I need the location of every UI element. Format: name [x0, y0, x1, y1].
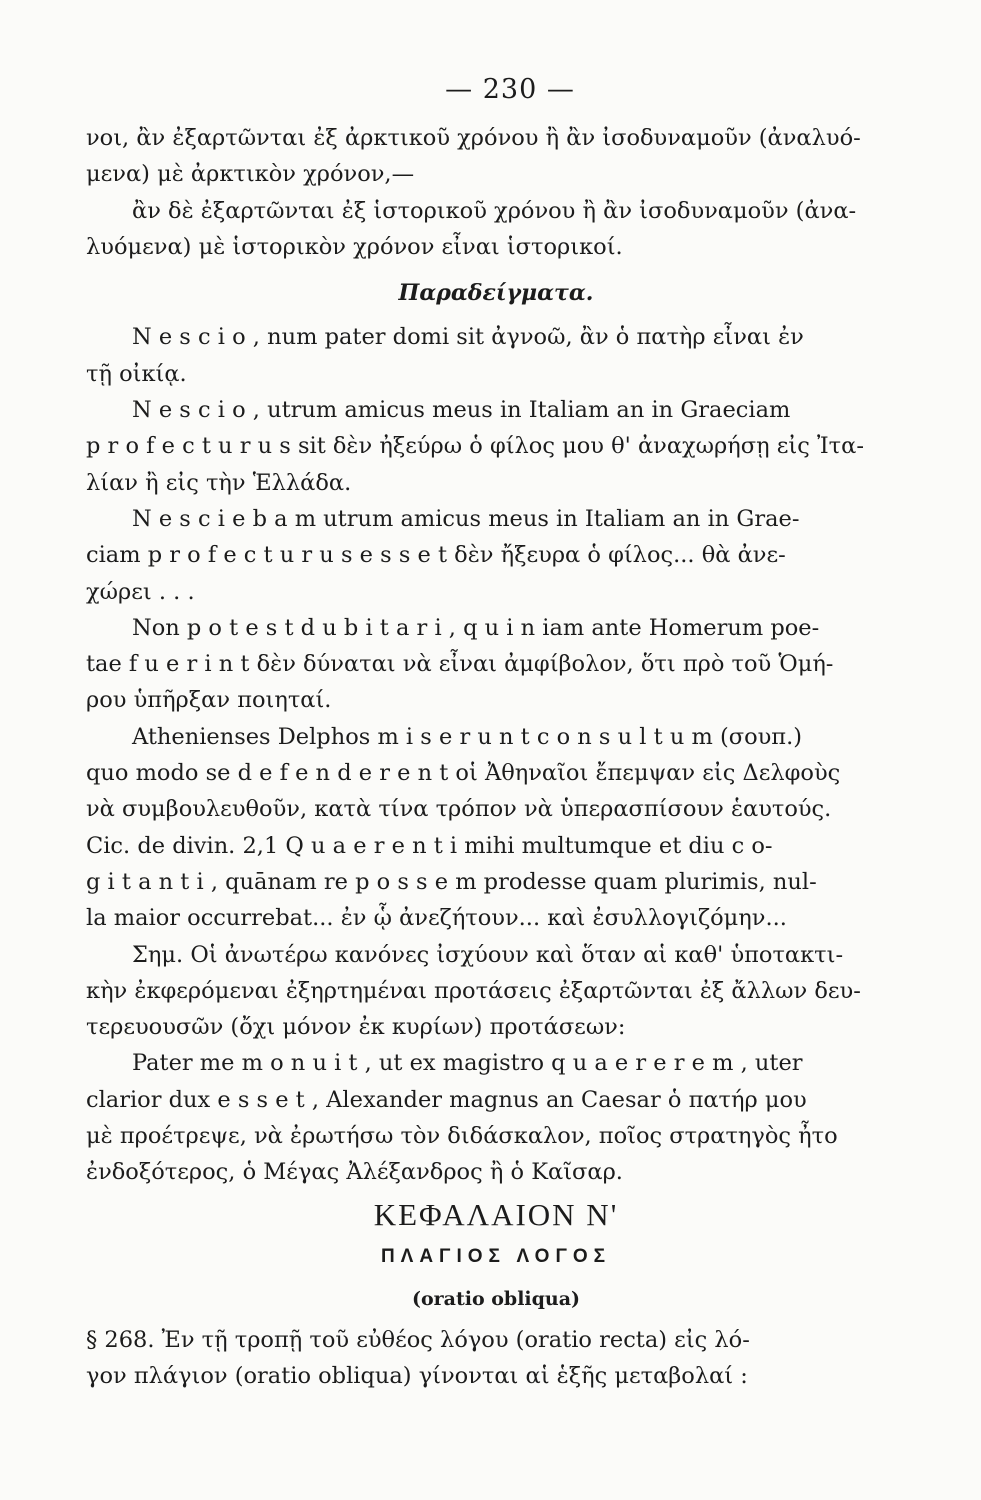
text-line: Non p o t e s t d u b i t a r i , q u i n iam ante Homerum poe- — [132, 614, 820, 641]
text-line: λυόμενα) μὲ ἱστορικὸν χρόνον εἶναι ἱστορικοί. — [86, 233, 623, 260]
text-line: quo modo se d e f e n d e r e n t οἱ Ἀθηναῖοι ἔπεμψαν εἰς Δελφοὺς — [86, 760, 841, 787]
text-line: ciam p r o f e c t u r u s e s s e t δὲν ἤξευρα ὁ φίλος... θὰ ἀνε- — [86, 542, 786, 569]
text-line: la maior occurrebat... ἐν ᾧ ἀνεζήτουν... καὶ ἐσυλλογιζόμην... — [86, 905, 787, 932]
text-line: clarior dux e s s e t , Alexander magnus an Caesar ὁ πατήρ μου — [86, 1086, 807, 1113]
text-line: τῇ οἰκίᾳ. — [86, 360, 187, 387]
text-line: νὰ συμβουλευθοῦν, κατὰ τίνα τρόπον νὰ ὑπερασπίσουν ἑαυτούς. — [86, 796, 832, 823]
text-line: Pater me m o n u i t , ut ex magistro q u a e r e r e m , uter — [132, 1050, 803, 1077]
section-paragraph — [86, 1322, 906, 1395]
text-line: N e s c i e b a m utrum amicus meus in Italiam an in Grae- — [132, 505, 800, 532]
page-number: — 230 — — [445, 74, 575, 105]
text-line: Σημ. Οἱ ἀνωτέρω κανόνες ἰσχύουν καὶ ὅταν αἱ καθ' ὑποτακτι- — [132, 941, 844, 968]
examples-heading: Παραδείγματα. — [398, 280, 594, 307]
text-line: ρου ὑπῆρξαν ποιηταί. — [86, 687, 332, 714]
text-line: μὲ προέτρεψε, νὰ ἐρωτήσω τὸν διδάσκαλον, ποῖος στρατηγὸς ἦτο — [86, 1123, 838, 1150]
chapter-title: ΚΕΦΑΛΑΙΟΝ Ν' — [373, 1196, 619, 1232]
text-line: Athenienses Delphos m i s e r u n t c o n s u l t u m (σουπ.) — [132, 723, 803, 750]
note-paragraph — [86, 937, 906, 1046]
example-paragraph — [86, 610, 906, 719]
text-line: λίαν ἢ εἰς τὴν Ἑλλάδα. — [86, 469, 352, 496]
example-paragraph — [86, 319, 906, 392]
text-line: κὴν ἐκφερόμεναι ἐξηρτημέναι προτάσεις ἐξαρτῶνται ἐξ ἄλλων δευ- — [86, 977, 861, 1004]
text-line: g i t a n t i , quānam re p o s s e m prodesse quam plurimis, nul- — [86, 868, 817, 895]
text-line: τερευουσῶν (ὄχι μόνον ἐκ κυρίων) προτάσεων: — [86, 1014, 626, 1041]
text-line: μενα) μὲ ἀρκτικὸν χρόνον,— — [86, 161, 415, 188]
example-paragraph — [86, 719, 906, 937]
text-line: p r o f e c t u r u s sit δὲν ἠξεύρω ὁ φίλος μου θ' ἀναχωρήσῃ εἰς Ἰτα- — [86, 433, 864, 460]
text-line: γον πλάγιον (oratio obliqua) γίνονται αἱ ἑξῆς μεταβολαί : — [86, 1362, 748, 1389]
paragraph — [86, 120, 906, 193]
text-line: tae f u e r i n t δὲν δύναται νὰ εἶναι ἀμφίβολον, ὅτι πρὸ τοῦ Ὁμή- — [86, 651, 834, 678]
example-paragraph — [86, 392, 906, 501]
page-body — [86, 120, 906, 1394]
text-line: ἂν δὲ ἐξαρτῶνται ἐξ ἱστορικοῦ χρόνου ἢ ἂν ἰσοδυναμοῦν (ἀνα- — [132, 197, 857, 224]
paragraph — [86, 193, 906, 266]
example-paragraph — [86, 1045, 906, 1190]
chapter-subtitle: ΠΛΑΓΙΟΣ ΛΟΓΟΣ — [380, 1245, 612, 1267]
chapter-subtitle-latin: (oratio obliqua) — [411, 1288, 581, 1311]
text-line: νοι, ἂν ἐξαρτῶνται ἐξ ἀρκτικοῦ χρόνου ἢ ἂν ἰσοδυναμοῦν (ἀναλυό- — [86, 125, 861, 151]
text-line: ἐνδοξότερος, ὁ Μέγας Ἀλέξανδρος ἢ ὁ Καῖσαρ. — [86, 1159, 623, 1186]
text-line: § 268. Ἐν τῇ τροπῇ τοῦ εὐθέος λόγου (oratio recta) εἰς λό- — [86, 1326, 750, 1353]
example-paragraph — [86, 501, 906, 610]
text-line: N e s c i o , num pater domi sit ἀγνοῶ, ἂν ὁ πατὴρ εἶναι ἐν — [132, 324, 804, 351]
text-line: Cic. de divin. 2,1 Q u a e r e n t i mihi multumque et diu c o- — [86, 832, 773, 859]
text-line: χώρει . . . — [86, 578, 195, 605]
text-line: N e s c i o , utrum amicus meus in Italiam an in Graeciam — [132, 397, 791, 424]
